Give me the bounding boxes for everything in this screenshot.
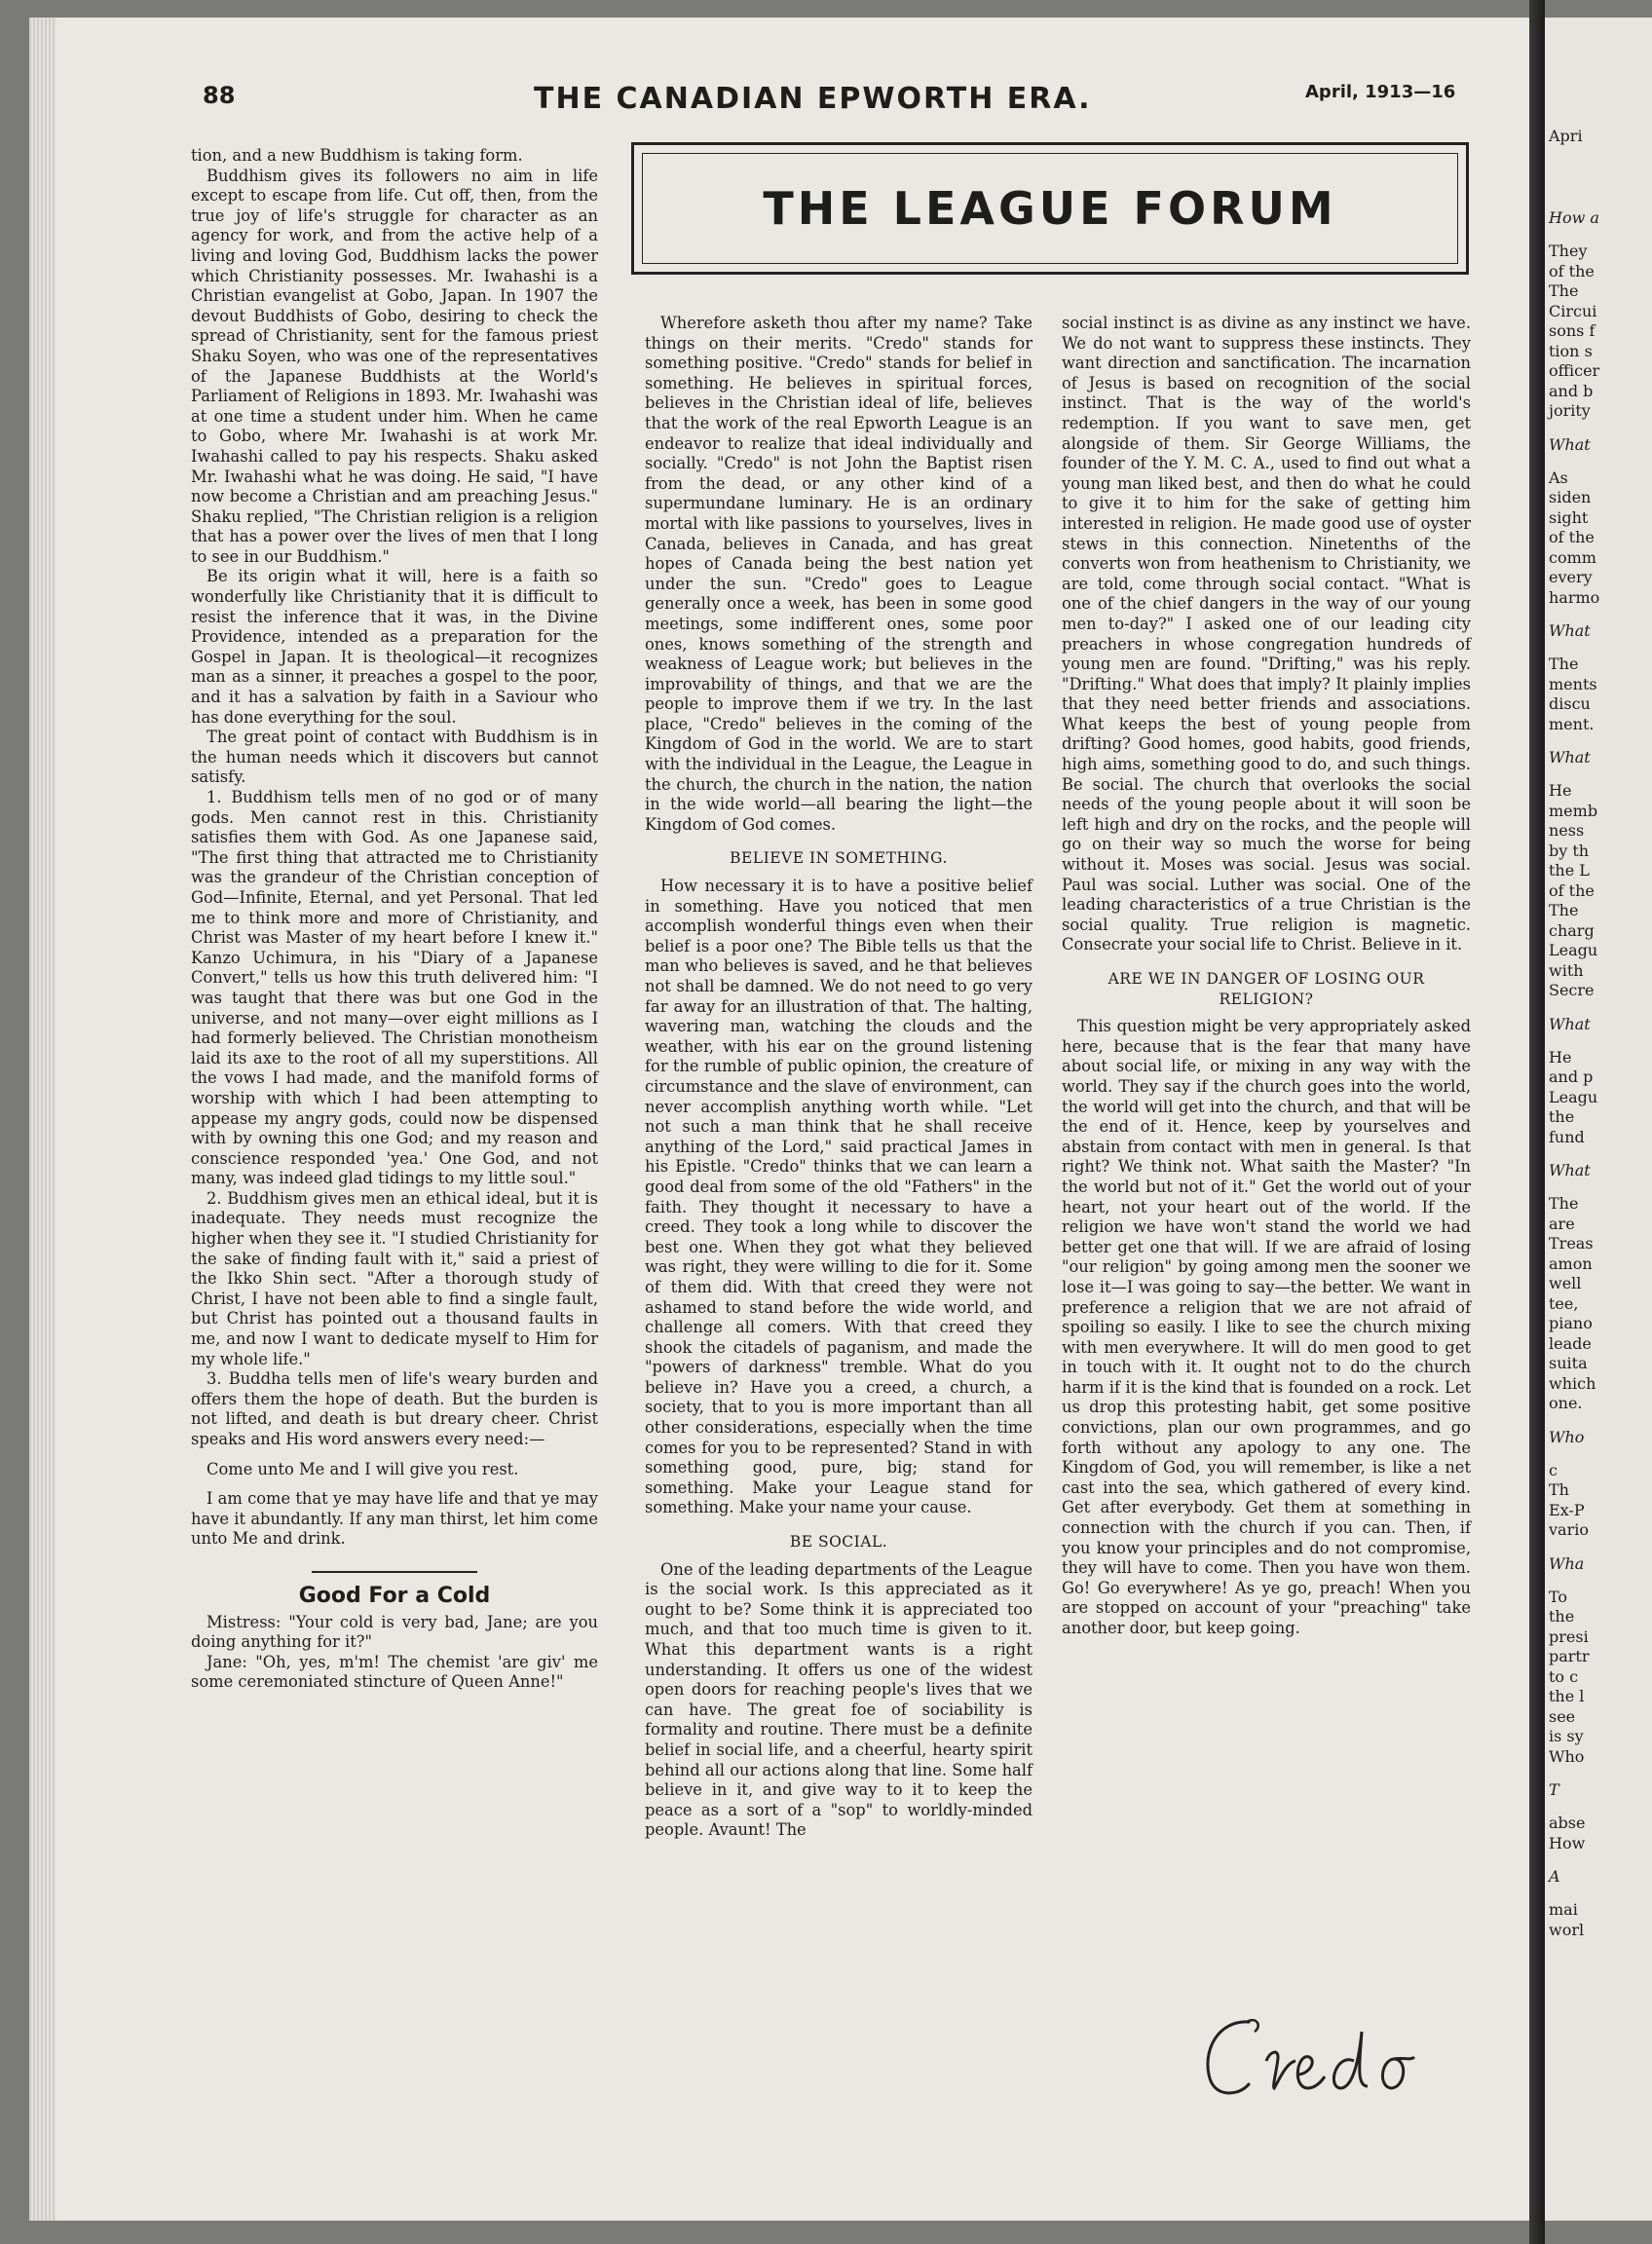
next-page-line: amon [1549,1253,1593,1273]
paragraph: One of the leading departments of the League is the social work. Is this appreciated as it ought to be? Some think it is appreciated too much, and that too much time is given to it. What this department wants is a right understanding. It offers us one of the widest open doors for reaching people's lives that we can have. The great foe of sociability is formality and routine. There must be a definite belief in social life, and a cheerful, hearty spirit behind all our actions along that line. Some half believe in it, and give way to it to keep the peace as a sort of a "sop" to worldly-minded people. Avaunt! The [645,1559,1032,1840]
next-page-line: of the [1549,528,1595,546]
next-page-line: ment. [1549,714,1595,733]
paragraph: How necessary it is to have a positive belief in something. Have you noticed that men accomplish wonderful things even when their belief is a poor one? The Bible tells us that the man who believes is saved, and he that believes not shall be damned. We do not need to go very far away for an illustration of that. The halting, wavering man, watching the clouds and the weather, with his ear on the ground listening for the rumble of public opinion, the creature of circumstance and the slave of environment, can never accomplish anything worth while. "Let not such a man think that he shall receive anything of the Lord," said practical James in his Epistle. "Credo" thinks that we can learn a good deal from some of the old "Fathers" in the faith. They thought it necessary to have a creed. They took a long while to discover the best one. When they got what they believed was right, they were willing to die for it. Some of them did. With that creed they were not ashamed to stand before the wide world, and challenge all comers. With that creed they shook the citadels of paganism, and made the "powers of darkness" tremble. What do you believe in? Have you a creed, a church, a society, that to you is more important than all other considerations, especially when the time comes for you to be represented? Stand in with something good, pure, big; stand for something. Make your League stand for something. Make your name your cause. [645,877,1032,1517]
next-page-line: suita [1549,1354,1588,1372]
next-page-line: ments [1549,674,1597,693]
next-page-line: Ex-P [1549,1500,1585,1519]
next-page-line: presi [1549,1627,1589,1646]
next-page-header: Apri [1549,127,1583,145]
next-page-line: comm [1549,547,1596,567]
right-column [1062,314,1471,1639]
next-page-line: by th [1549,841,1590,860]
next-page-line: officer [1549,361,1600,380]
believe-heading: BELIEVE IN SOMETHING. [730,849,948,868]
next-page-line: one. [1549,1394,1583,1412]
paragraph: social instinct is as divine as any instinct we have. We do not want to suppress these instincts. They want direction and sanctification. The incarnation of Jesus is based on recognition of the social instinct. That is the way of the world's redemption. If you want to save men, get alongside of them. Sir George Williams, the founder of the Y. M. C. A., used to find out what a young man liked best, and then do what he could to give it to him for the sake of getting him interested in religion. He made good use of oyster stews in this connection. Ninetenths of the converts won from heathenism to Christianity, we are told, come through social contact. "What is one of the chief dangers in the way of our young men to-day?" I asked one of our leading city preachers in whose congregation hundreds of young men are found. "Drifting," was his reply. "Drifting." What does that imply? It plainly implies that they need better friends and associations. What keeps the best of young people from drifting? Good homes, good habits, good friends, high aims, something good to do, and such things. Be social. The church that overlooks the social needs of the young people about it will soon be left high and dry on the rocks, and the people will go on their way so much the worse for being without it. Moses was social. Jesus was social. Paul was social. Luther was social. One of the leading characteristics of a true Christian is the social quality. True religion is magnetic. Consecrate your social life to Christ. Believe in it. [1062,314,1471,954]
paragraph: This question might be very appropriately asked here, because that is the fear that many have about social life, or mixing in any way with the world. They say if the church goes into the world, the world will get into the church, and that will be the end of it. Hence, keep by yourselves and abstain from contact with men in general. Is that right? We think not. What saith the Master? "In the world but not of it." Get the world out of your heart, not your heart out of the world. If the religion we have won't stand the world we had better get one that will. If we are afraid of losing "our religion" by going among men the sooner we lose it—I was going to say—the better. We want in preference a religion that we are not afraid of spoiling so easily. I like to see the church mixing with men everywhere. It will do men good to get in touch with it. It ought not to do the church harm if it is the kind that is founded on a rock. Let us drop this protesting habit, get some positive convictions, plan our own programmes, and go forth without any apology to any one. The Kingdom of God, you will remember, is like a net cast into the sea, which gathered of every kind. Get after everybody. Get them at something in connection with the church if you can. Then, if you know your principles and do not compromise, they will have to come. Then you have won them. Go! Go everywhere! As ye go, preach! When you are stopped on account of your "preaching" take another door, but keep going. [1062,1017,1471,1637]
scripture-quote: Come unto Me and I will give you rest. [206,1459,519,1478]
middle-column [645,314,1032,1841]
next-page-line: Circui [1549,301,1597,320]
scripture-quote: I am come that ye may have life and that ye may have it abundantly. If any man thirst, let him come unto Me and drink. [191,1489,598,1549]
next-page-line: worl [1549,1920,1585,1939]
next-page-line: memb [1549,801,1598,820]
next-page-line: charg [1549,920,1595,940]
social-heading: BE SOCIAL. [789,1533,888,1552]
next-page-line: piano [1549,1314,1593,1332]
paragraph: Jane: "Oh, yes, m'm! The chemist 'are giv' me some ceremoniated stincture of Queen Anne!" [191,1652,598,1692]
next-page-line: tion s [1549,341,1593,360]
next-page-line: Th [1549,1480,1569,1499]
next-page-line: Who [1549,1746,1585,1766]
left-column [191,146,598,1693]
next-page-line: sons f [1549,321,1596,340]
credo-signature [1188,1993,1481,2110]
paragraph: 1. Buddhism tells men of no god or of many gods. Men cannot rest in this. Christianity satisfies them with God. As one Japanese said, "The first thing that attracted me to Christianity was the grandeur of the Christian conception of God—Infinite, Eternal, and yet Personal. That led me to think more and more of Christianity, and Christ was Master of my heart before I knew it." Kanzo Uchimura, in his "Diary of a Japanese Convert," tells us how this truth delivered him: "I was taught that there was but one God in the universe, and not many—over eight millions as I had formerly believed. The Christian monotheism laid its axe to the root of all my superstitions. All the vows I had made, and the manifold forms of worship with which I had been attempting to appease my angry gods, could now be dispensed with by owning this one God; and my reason and conscience responded 'yea.' One God, and not many, was indeed glad tidings to my little soul." [191,788,598,1188]
next-page-line: How [1549,1833,1586,1852]
next-page-line: What [1549,621,1591,640]
next-page-line: fund [1549,1127,1585,1146]
paragraph: Mistress: "Your cold is very bad, Jane; are you doing anything for it?" [191,1612,598,1652]
next-page-line: sight [1549,507,1589,527]
paragraph: 2. Buddhism gives men an ethical ideal, but it is inadequate. They needs must recognize the higher when they see it. "I studied Christianity for the sake of finding fault with it," said a priest of the Ikko Shin sect. "After a thorough study of Christ, I have not been able to find a single fault, but Christ has pointed out a thousand faults in me, and now I want to dedicate myself to Him for my whole life." [191,1188,598,1368]
danger-heading: ARE WE IN DANGER OF LOSING OUR RELIGION? [1108,970,1425,1008]
next-page-line: Leagu [1549,941,1598,959]
next-page-line: What [1549,748,1591,767]
masthead: THE CANADIAN EPWORTH ERA. [534,82,1092,116]
next-page-line: The [1549,1194,1579,1213]
league-forum-banner-inner [642,153,1458,264]
next-page-line: T [1549,1780,1559,1799]
next-page-line: Secre [1549,981,1595,999]
book-gutter [1529,0,1545,2244]
next-page-line: He [1549,1047,1572,1066]
paragraph: Wherefore asketh thou after my name? Take things on their merits. "Credo" stands for something positive. "Credo" stands for belief in something. He believes in spiritual forces, believes in the Christian ideal of life, believes that the work of the real Epworth League is an endeavor to realize that ideal individually and socially. "Credo" is not John the Baptist risen from the dead, or any other kind of a supermundane luminary. He is an ordinary mortal with like passions to yourselves, lives in Canada, believes in Canada, and has great hopes of Canada being the best nation yet under the sun. "Credo" goes to League generally once a week, has been in some good meetings, some indifferent ones, some poor ones, knows something of the strength and weakness of League work; but believes in the improvability of things, and that we are the people to improve them if we try. In the last place, "Credo" believes in the coming of the Kingdom of God in the world. We are to start with the individual in the League, the League in the church, the church in the nation, the nation in the wide world—all bearing the light—the Kingdom of God comes. [645,314,1032,834]
next-page-line: jority [1549,401,1591,420]
next-page-line: What [1549,1161,1591,1179]
next-page-line: the l [1549,1687,1585,1705]
next-page-line: Who [1549,1427,1585,1446]
paragraph: 3. Buddha tells men of life's weary burden and offers them the hope of death. But the burden is not lifted, and death is but dreary cheer. Christ speaks and His word answers every need:— [191,1369,598,1448]
paragraph: Buddhism gives its followers no aim in life except to escape from life. Cut off, then, from the true joy of life's struggle for character as an agency for work, and from the active help of a living and loving God, Buddhism lacks the power which Christianity possesses. Mr. Iwahashi is a Christian evangelist at Gobo, Japan. In 1907 the devout Buddhists of Gobo, desiring to check the spread of Christianity, sent for the famous priest Shaku Soyen, who was one of the representatives of the Japanese Buddhists at the World's Parliament of Religions in 1893. Mr. Iwahashi was at one time a student under him. When he came to Gobo, where Mr. Iwahashi is at work Mr. Iwahashi called to pay his respects. Shaku asked Mr. Iwahashi what he was doing. He said, "I have now become a Christian and am preaching Jesus." Shaku replied, "The Christian religion is a religion that has a power over the lives of men that I long to see in our Buddhism." [191,166,598,566]
next-page-line: see [1549,1706,1576,1726]
next-page-line: Wha [1549,1553,1585,1573]
next-page-line: to c [1549,1666,1579,1686]
next-page-line: ness [1549,821,1585,840]
binding-edge [29,18,56,2221]
next-page-line: the [1549,1107,1575,1126]
next-page-line: every [1549,568,1593,586]
next-page-line: of the [1549,880,1595,900]
good-for-a-cold-heading: Good For a Cold [298,1583,491,1608]
next-page-line: The [1549,281,1579,300]
next-page-line: vario [1549,1520,1589,1539]
next-page-line: tee, [1549,1293,1579,1313]
next-page-line: siden [1549,488,1592,506]
next-page-line: They [1549,242,1588,260]
next-page-line: the L [1549,861,1590,879]
next-page-line: with [1549,960,1584,980]
next-page-line: discu [1549,694,1591,713]
paragraph: tion, and a new Buddhism is taking form. [191,146,523,165]
next-page-line: leade [1549,1333,1592,1353]
next-page-strip [1545,18,1652,2221]
next-page-line: and p [1549,1067,1594,1086]
next-page-line: is sy [1549,1727,1584,1745]
next-page-line: the [1549,1607,1575,1626]
next-page-line: The [1549,901,1579,919]
next-page-line: To [1549,1587,1568,1606]
next-page-line: Leagu [1549,1087,1598,1106]
next-page-line: c [1549,1460,1558,1479]
next-page-line: and b [1549,381,1594,400]
next-page-line: What [1549,434,1591,454]
next-page-line: How a [1549,208,1599,227]
next-page-line: A [1549,1867,1560,1886]
issue-date: April, 1913—16 [1305,82,1456,102]
next-page-line: mai [1549,1900,1578,1919]
league-forum-banner [631,142,1469,275]
next-page-line: Treas [1549,1234,1594,1253]
next-page-line: What [1549,1014,1591,1033]
next-page-line: harmo [1549,587,1600,607]
next-page-line: of the [1549,261,1595,280]
paragraph: Be its origin what it will, here is a faith so wonderfully like Christianity that it is difficult to resist the inference that it was, in the Divine Providence, intended as a preparation for the Gospel in Japan. It is theological—it recognizes man as a sinner, it preaches a gospel to the poor, and it has a salvation by faith in a Saviour who has done everything for the soul. [191,567,598,727]
next-page-line: As [1549,468,1568,487]
next-page-line: The [1549,654,1579,673]
next-page-line: He [1549,781,1572,800]
next-page-line: abse [1549,1814,1586,1832]
next-page-line: partr [1549,1647,1590,1665]
next-page-line: are [1549,1214,1575,1233]
next-page-line: well [1549,1274,1582,1292]
paragraph: The great point of contact with Buddhism is in the human needs which it discovers but cannot satisfy. [191,728,598,787]
section-divider [312,1571,477,1573]
page-number: 88 [203,82,236,109]
league-forum-title: THE LEAGUE FORUM [763,182,1337,235]
next-page-line: which [1549,1373,1596,1393]
